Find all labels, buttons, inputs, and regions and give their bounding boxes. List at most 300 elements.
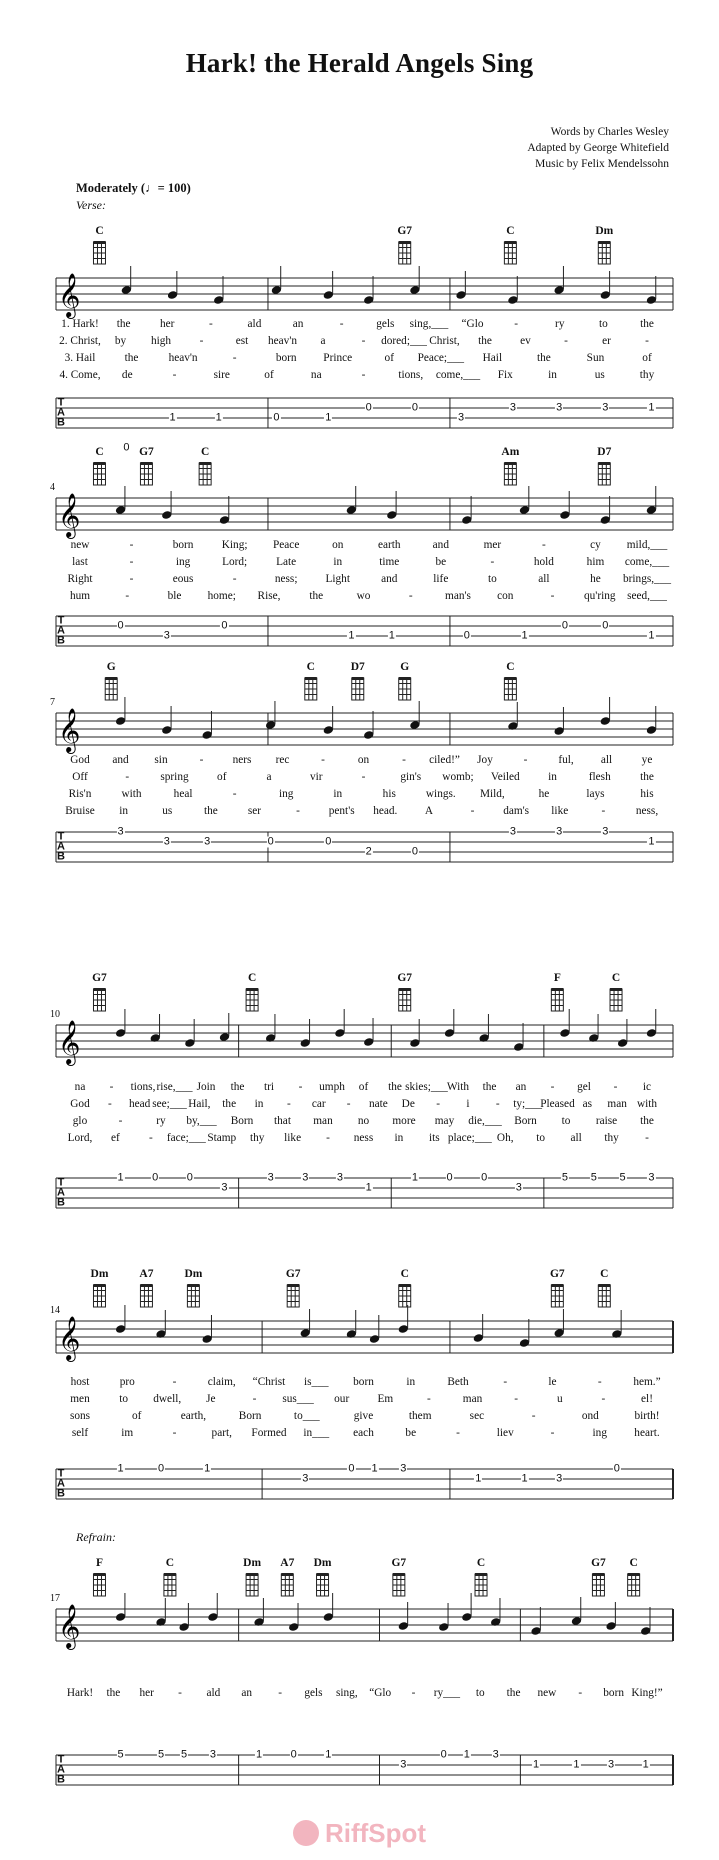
chord-name: C xyxy=(476,1557,486,1569)
chord-diagram xyxy=(140,1284,152,1307)
lyric-syllable: vir xyxy=(309,771,323,783)
lyric-syllable: “Glo xyxy=(369,1687,392,1699)
tab-clef-letter: A xyxy=(57,624,65,637)
lyric-syllable: head. xyxy=(373,805,398,817)
lyric-syllable: Peace;___ xyxy=(417,352,465,364)
chord-name: G7 xyxy=(397,225,413,237)
tab-fret-number: 1 xyxy=(475,1472,482,1485)
system-number: 17 xyxy=(50,1593,60,1604)
lyric-syllable: to xyxy=(487,573,497,585)
lyric-syllable: - xyxy=(252,1393,257,1405)
lyric-syllable: born xyxy=(275,352,297,364)
chord-diagram xyxy=(93,1573,105,1596)
chord-diagram xyxy=(187,1284,199,1307)
lyric-syllable: a xyxy=(266,771,272,783)
lyric-syllable: Light xyxy=(325,573,350,585)
lyric-syllable: tri xyxy=(263,1081,275,1093)
chord-name: Dm xyxy=(243,1557,262,1569)
tab-fret-number: 1 xyxy=(256,1748,263,1761)
credit-adapted: Adapted by George Whitefield xyxy=(527,142,669,154)
chord-name: C xyxy=(600,1268,609,1280)
lyric-syllable: God xyxy=(70,754,90,766)
tab-clef-letter: A xyxy=(57,1763,65,1776)
lyric-syllable: new xyxy=(70,539,90,551)
lyric-syllable: sus___ xyxy=(282,1393,314,1405)
tab-fret-number: 3 xyxy=(302,1472,309,1485)
lyric-syllable: an xyxy=(515,1081,527,1093)
system-number: 14 xyxy=(50,1305,60,1316)
lyric-syllable: claim, xyxy=(207,1376,236,1388)
lyric-syllable: - xyxy=(601,1393,606,1405)
lyric-syllable: us xyxy=(594,369,605,381)
chord-diagram xyxy=(317,1573,329,1596)
lyric-syllable: ners xyxy=(232,754,252,766)
treble-clef-icon: 𝄞 xyxy=(58,1020,81,1064)
tab-fret-number: 0 xyxy=(186,1171,193,1184)
tab-fret-number: 0 xyxy=(602,619,609,632)
lyric-syllable: ic xyxy=(642,1081,652,1093)
lyric-syllable: to xyxy=(536,1132,546,1144)
lyric-syllable: sec xyxy=(469,1410,485,1422)
chord-diagram xyxy=(504,677,516,700)
lyric-syllable: hum xyxy=(69,590,91,602)
lyric-syllable: self xyxy=(71,1427,89,1439)
lyric-syllable: the xyxy=(482,1081,497,1093)
lyric-syllable: ond xyxy=(581,1410,599,1422)
lyric-syllable: head xyxy=(129,1098,151,1110)
tab-fret-number: 0 xyxy=(290,1748,297,1761)
lyric-syllable: - xyxy=(172,369,177,381)
lyric-syllable: u xyxy=(556,1393,563,1405)
chord-name: C xyxy=(306,661,315,673)
lyric-syllable: all xyxy=(570,1132,582,1144)
lyric-syllable: them xyxy=(408,1410,432,1422)
lyric-syllable: of xyxy=(131,1410,142,1422)
chord-name: A7 xyxy=(280,1557,295,1569)
tab-fret-number: 1 xyxy=(648,835,655,848)
lyric-syllable: - xyxy=(326,1132,330,1144)
tab-fret-number: 5 xyxy=(561,1171,568,1184)
lyric-syllable: tions, xyxy=(398,369,424,381)
lyric-syllable: and xyxy=(381,573,398,585)
quarter-note-icon: ♩ xyxy=(145,181,158,195)
lyric-syllable: - xyxy=(199,754,204,766)
lyric-syllable: ser xyxy=(247,805,262,817)
chord-name: G7 xyxy=(92,972,107,984)
lyric-syllable: more xyxy=(392,1115,416,1127)
chord-diagram xyxy=(164,1573,176,1596)
tab-fret-number: 1 xyxy=(642,1758,649,1771)
lyric-syllable: hem.” xyxy=(633,1376,661,1388)
lyric-syllable: Ris'n xyxy=(68,788,92,800)
lyric-syllable: no xyxy=(357,1115,370,1127)
lyric-syllable: to xyxy=(119,1393,129,1405)
chord-name: Dm xyxy=(90,1268,109,1280)
lyric-syllable: - xyxy=(361,335,366,347)
tab-fret-number: 1 xyxy=(532,1758,540,1771)
lyric-syllable: our xyxy=(334,1393,350,1405)
lyric-syllable: con xyxy=(497,590,514,602)
chord-name: C xyxy=(247,972,257,984)
chord-name: Dm xyxy=(313,1557,332,1569)
tab-fret-number: 1 xyxy=(348,629,355,642)
tab-fret-number: 3 xyxy=(336,1171,343,1184)
lyric-syllable: - xyxy=(408,590,413,602)
lyric-syllable: on xyxy=(357,754,370,766)
lyric-syllable: - xyxy=(296,805,300,817)
lyric-syllable: wings. xyxy=(425,788,456,800)
lyric-syllable: - xyxy=(436,1098,440,1110)
tab-fret-number: 5 xyxy=(590,1171,597,1184)
lyric-syllable: the xyxy=(116,318,131,330)
chord-name: Dm xyxy=(184,1268,203,1280)
lyric-syllable: sire xyxy=(213,369,230,381)
chord-name: G7 xyxy=(139,446,154,458)
lyric-syllable: “Christ xyxy=(252,1376,286,1388)
lyric-syllable: na xyxy=(310,369,322,381)
tab-fret-number: 3 xyxy=(556,1472,563,1485)
lyric-syllable: - xyxy=(427,1393,431,1405)
chord-diagram xyxy=(93,1284,105,1307)
tab-fret-number: 3 xyxy=(457,411,465,424)
tab-fret-number: 0 xyxy=(613,1462,620,1475)
lyric-syllable: - xyxy=(503,1376,508,1388)
lyric-syllable: ness; xyxy=(274,573,298,585)
tab-fret-number: 0 xyxy=(411,845,418,858)
tab-fret-number: 5 xyxy=(157,1748,165,1761)
lyric-syllable: like xyxy=(284,1132,302,1144)
tab-fret-number: 1 xyxy=(325,411,332,424)
lyric-syllable: with xyxy=(636,1098,658,1110)
lyric-syllable: heal xyxy=(173,788,193,800)
chord-name: C xyxy=(200,446,210,458)
treble-clef-icon: 𝄞 xyxy=(58,708,81,752)
lyric-syllable: men xyxy=(70,1393,90,1405)
chord-name: C xyxy=(506,225,515,237)
chord-name: G xyxy=(106,661,116,673)
lyric-syllable: - xyxy=(542,539,546,551)
lyric-syllable: face;___ xyxy=(166,1132,206,1144)
tab-fret-number: 0 xyxy=(117,619,124,632)
lyric-syllable: - xyxy=(172,1427,177,1439)
lyric-syllable: come,___ xyxy=(624,556,670,568)
lyric-syllable: its xyxy=(429,1132,440,1144)
lyric-syllable: le xyxy=(548,1376,557,1388)
lyric-syllable: er xyxy=(602,335,611,347)
lyric-syllable: - xyxy=(597,1376,602,1388)
tab-fret-number: 3 xyxy=(556,825,563,838)
lyric-syllable: in xyxy=(394,1132,404,1144)
tab-fret-number: 1 xyxy=(521,629,528,642)
system-number: 10 xyxy=(50,1009,60,1020)
chord-name: G7 xyxy=(549,1268,565,1280)
chord-name: Am xyxy=(501,446,520,458)
lyric-syllable: in xyxy=(548,771,557,783)
chord-name: C xyxy=(611,972,621,984)
tab-clef-letter: B xyxy=(57,1773,65,1786)
lyric-syllable: 4. Come, xyxy=(59,369,101,381)
chord-diagram xyxy=(399,1284,411,1307)
treble-clef-icon: 𝄞 xyxy=(58,1316,81,1360)
tab-clef-letter: B xyxy=(57,850,65,863)
lyric-syllable: the xyxy=(222,1098,237,1110)
chord-name: C xyxy=(95,225,104,237)
lyric-syllable: us xyxy=(162,805,173,817)
chord-diagram xyxy=(598,241,610,264)
tab-fret-number: 0 xyxy=(411,401,418,414)
lyric-syllable: Je xyxy=(206,1393,216,1405)
tab-fret-number: 3 xyxy=(509,825,517,838)
lyric-syllable: 3. Hail xyxy=(64,352,96,364)
lyric-syllable: ing xyxy=(175,556,191,568)
lyric-syllable: born xyxy=(603,1687,624,1699)
tab-fret-number: 3 xyxy=(509,401,517,414)
chord-name: C xyxy=(506,661,515,673)
lyric-syllable: gels xyxy=(304,1687,323,1699)
lyric-syllable: of xyxy=(358,1081,369,1093)
chord-diagram xyxy=(551,1284,563,1307)
tempo-label: Moderately xyxy=(76,181,138,195)
tab-clef-letter: T xyxy=(57,1467,65,1480)
lyric-syllable: man xyxy=(462,1393,483,1405)
lyric-syllable: - xyxy=(148,1132,153,1144)
lyric-syllable: - xyxy=(550,1081,555,1093)
tab-fret-number: 1 xyxy=(573,1758,580,1771)
treble-clef-icon: 𝄞 xyxy=(58,1604,81,1648)
chord-diagram xyxy=(504,241,516,264)
lyric-syllable: by xyxy=(114,335,127,347)
lyric-syllable: - xyxy=(232,788,237,800)
lyric-syllable: with xyxy=(121,788,142,800)
lyric-syllable: - xyxy=(118,1115,123,1127)
lyric-syllable: ry xyxy=(156,1115,166,1127)
lyric-syllable: cy xyxy=(590,539,601,551)
lyric-syllable: pro xyxy=(119,1376,135,1388)
lyric-syllable: in___ xyxy=(303,1427,330,1439)
lyric-syllable: all xyxy=(538,573,550,585)
lyric-syllable: - xyxy=(361,369,366,381)
lyric-syllable: to xyxy=(475,1687,485,1699)
lyric-syllable: - xyxy=(129,573,134,585)
lyric-syllable: Join xyxy=(196,1081,216,1093)
lyric-syllable: Oh, xyxy=(496,1132,514,1144)
tab-clef-letter: B xyxy=(57,1487,65,1500)
lyric-syllable: na xyxy=(74,1081,86,1093)
lyric-syllable: God xyxy=(70,1098,90,1110)
lyric-syllable: man xyxy=(313,1115,333,1127)
chord-diagram xyxy=(93,241,105,264)
lyric-syllable: as xyxy=(582,1098,593,1110)
lyric-syllable: - xyxy=(346,1098,351,1110)
chord-diagram xyxy=(246,988,258,1011)
lyric-syllable: place;___ xyxy=(447,1132,492,1144)
lyric-syllable: earth, xyxy=(180,1410,207,1422)
lyric-syllable: in xyxy=(254,1098,264,1110)
lyric-syllable: - xyxy=(199,335,204,347)
tab-fret-number: 1 xyxy=(388,629,395,642)
tab-fret-number: 1 xyxy=(648,629,655,642)
tab-fret-number: 0 xyxy=(365,401,372,414)
chord-diagram xyxy=(598,1284,610,1307)
tab-fret-number: 3 xyxy=(163,629,170,642)
lyric-syllable: home; xyxy=(207,590,236,602)
lyric-syllable: De xyxy=(401,1098,415,1110)
chord-name: G7 xyxy=(591,1557,606,1569)
tab-fret-number: 1 xyxy=(169,411,176,424)
credit-words: Words by Charles Wesley xyxy=(550,126,669,138)
tab-fret-number: 1 xyxy=(371,1462,378,1475)
lyric-syllable: - xyxy=(109,1081,114,1093)
lyric-syllable: - xyxy=(613,1081,618,1093)
tab-fret-number: 3 xyxy=(602,401,609,414)
lyric-syllable: - xyxy=(232,573,237,585)
tab-fret-number: 5 xyxy=(117,1748,124,1761)
lyric-syllable: - xyxy=(298,1081,303,1093)
lyric-syllable: Hail, xyxy=(188,1098,211,1110)
lyric-syllable: ing xyxy=(592,1427,607,1439)
lyric-syllable: Beth xyxy=(447,1376,469,1388)
tab-fret-number: 3 xyxy=(515,1181,522,1194)
tab-fret-number: 3 xyxy=(608,1758,615,1771)
tab-fret-number: 1 xyxy=(117,1462,124,1475)
lyric-syllable: high xyxy=(150,335,172,347)
footer-brand: RiffSpot xyxy=(324,1818,427,1848)
lyric-syllable: Right xyxy=(67,573,93,585)
tab-fret-number: 0 xyxy=(267,835,274,848)
tab-clef-letter: A xyxy=(57,1477,65,1490)
chord-diagram xyxy=(281,1573,293,1596)
tab-fret-number: 5 xyxy=(181,1748,188,1761)
lyric-syllable: heart. xyxy=(634,1427,660,1439)
lyric-syllable: - xyxy=(645,335,649,347)
lyric-syllable: see;___ xyxy=(152,1098,187,1110)
tab-clef-letter: T xyxy=(57,396,65,409)
lyric-syllable: Em xyxy=(377,1393,394,1405)
treble-clef-icon: 𝄞 xyxy=(58,273,81,317)
lyric-syllable: de xyxy=(121,369,133,381)
lyric-syllable: i xyxy=(466,1098,470,1110)
lyric-syllable: - xyxy=(514,1393,519,1405)
lyric-syllable: - xyxy=(125,590,130,602)
chord-name: D7 xyxy=(597,446,612,458)
lyric-syllable: ry___ xyxy=(433,1687,461,1699)
lyric-syllable: the xyxy=(478,335,492,347)
tab-fret-number: 3 xyxy=(400,1758,407,1771)
lyric-syllable: dored;___ xyxy=(381,335,427,347)
tab-fret-number: 3 xyxy=(302,1171,309,1184)
lyric-syllable: life xyxy=(433,573,449,585)
lyric-syllable: host xyxy=(70,1376,90,1388)
lyric-syllable: on xyxy=(332,539,344,551)
tab-clef-letter: B xyxy=(57,416,65,429)
riffspot-logo-icon xyxy=(293,1820,319,1846)
lyric-syllable: birth! xyxy=(634,1410,660,1422)
lyric-syllable: - xyxy=(178,1687,182,1699)
lyric-syllable: brings,___ xyxy=(622,573,672,585)
tab-fret-number: 1 xyxy=(463,1748,470,1761)
tab-clef-letter: A xyxy=(57,1186,65,1199)
chord-diagram xyxy=(504,462,516,485)
lyric-syllable: gel xyxy=(577,1081,591,1093)
lyric-syllable: sons xyxy=(69,1410,91,1422)
lyric-syllable: seed,___ xyxy=(627,590,667,602)
lyric-syllable: Off xyxy=(72,771,88,783)
tab-clef-letter: B xyxy=(57,634,65,647)
lyric-syllable: thy xyxy=(249,1132,265,1144)
lyric-syllable: - xyxy=(411,1687,416,1699)
footer-logo[interactable] xyxy=(0,1818,719,1849)
lyric-syllable: - xyxy=(172,1376,177,1388)
lyric-syllable: he xyxy=(590,573,601,585)
lyric-syllable: Christ, xyxy=(429,335,460,347)
lyric-syllable: umph xyxy=(319,1081,345,1093)
lyric-syllable: - xyxy=(564,335,568,347)
lyric-syllable: - xyxy=(470,805,475,817)
lyric-syllable: in xyxy=(333,556,343,568)
lyric-syllable: and xyxy=(112,754,129,766)
lyric-syllable: sing, xyxy=(335,1687,358,1699)
lyric-syllable: - xyxy=(339,318,344,330)
tab-fret-number: 1 xyxy=(325,1748,332,1761)
chord-diagram xyxy=(352,677,364,700)
lyric-syllable: - xyxy=(645,1132,649,1144)
chord-name: C xyxy=(165,1557,175,1569)
lyric-syllable: of xyxy=(217,771,227,783)
lyric-syllable: wo xyxy=(356,590,371,602)
chord-diagram xyxy=(399,677,411,700)
lyric-syllable: Sun xyxy=(586,352,605,364)
lyric-syllable: nate xyxy=(368,1098,388,1110)
tab-fret-number: 3 xyxy=(602,825,609,838)
lyric-syllable: born xyxy=(172,539,194,551)
lyric-syllable: eous xyxy=(172,573,194,585)
lyric-syllable: give xyxy=(353,1410,374,1422)
chord-diagram xyxy=(93,988,105,1011)
lyric-syllable: to xyxy=(561,1115,571,1127)
lyric-syllable: - xyxy=(531,1410,536,1422)
lyric-syllable: liev xyxy=(496,1427,514,1439)
system-number: 4 xyxy=(50,482,55,493)
lyric-syllable: Rise, xyxy=(257,590,281,602)
lyric-syllable: 1. Hark! xyxy=(61,318,99,330)
chord-diagram xyxy=(246,1573,258,1596)
lyric-syllable: est xyxy=(235,335,249,347)
lyric-syllable: time xyxy=(379,556,400,568)
lyric-syllable: Late xyxy=(276,556,297,568)
lyric-syllable: the xyxy=(230,1081,245,1093)
chord-diagram xyxy=(628,1573,640,1596)
lyric-syllable: ciled!” xyxy=(429,754,460,766)
lyric-syllable: ful, xyxy=(558,754,574,766)
lyric-syllable: hold xyxy=(533,556,554,568)
tab-fret-number: 1 xyxy=(204,1462,211,1475)
tab-fret-number: 0 xyxy=(273,411,280,424)
lyric-syllable: Fix xyxy=(497,369,513,381)
lyric-syllable: the xyxy=(388,1081,402,1093)
lyric-syllable: Lord, xyxy=(67,1132,93,1144)
lyric-syllable: Peace xyxy=(273,539,300,551)
lyric-syllable: rise,___ xyxy=(156,1081,193,1093)
tab-clef-letter: B xyxy=(57,1196,65,1209)
lyric-syllable: the xyxy=(309,590,324,602)
lyric-syllable: part, xyxy=(211,1427,232,1439)
tab-fret-number: 3 xyxy=(221,1181,228,1194)
lyric-syllable: that xyxy=(274,1115,291,1127)
chord-name: F xyxy=(95,1557,103,1569)
tab-fret-number: 3 xyxy=(117,825,124,838)
tab-fret-number: 3 xyxy=(267,1171,274,1184)
lyric-syllable: gels xyxy=(376,318,395,330)
